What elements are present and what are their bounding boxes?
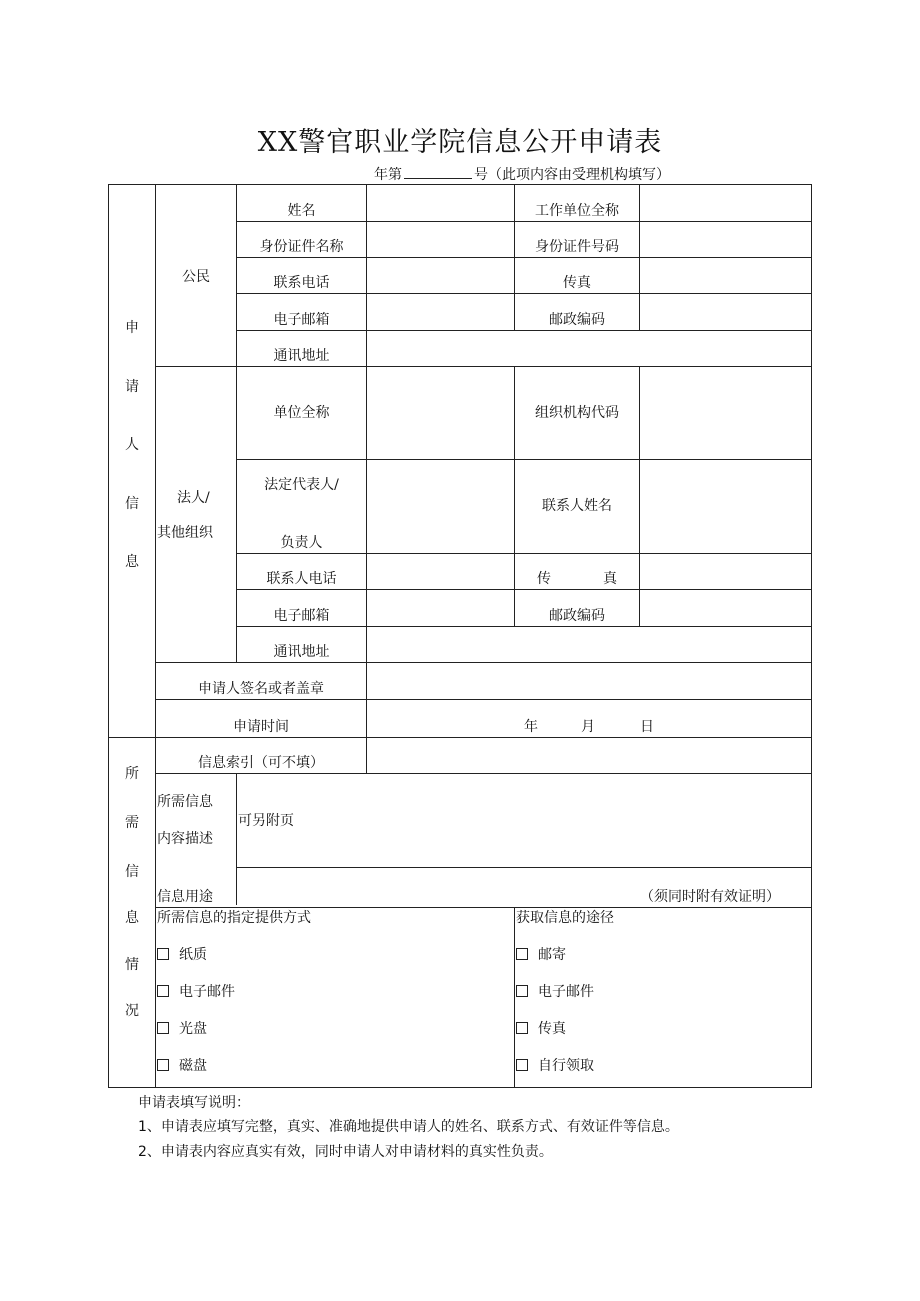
info-desc-note: 可另附页	[238, 813, 294, 829]
legal-rep-label-line2: 负责人	[280, 535, 323, 551]
obtain-option[interactable]: 邮寄	[516, 947, 566, 963]
citizen-work-unit-label: 工作单位全称	[535, 203, 619, 219]
provide-option[interactable]: 电子邮件	[157, 984, 235, 1000]
info-index-label: 信息索引（可不填）	[198, 755, 324, 771]
obtain-option[interactable]: 自行领取	[516, 1058, 594, 1074]
citizen-name-label: 姓名	[287, 203, 316, 219]
checkbox-icon[interactable]	[516, 948, 528, 960]
obtain-option[interactable]: 传真	[516, 1021, 566, 1037]
serial-prefix: 年第	[374, 167, 402, 183]
apply-time-label: 申请时间	[233, 719, 289, 735]
legal-contact-phone-label: 联系人电话	[266, 571, 337, 587]
citizen-address-label: 通讯地址	[273, 348, 330, 364]
legal-rep-label-line1: 法定代表人/	[264, 477, 339, 493]
applicant-label-char: 申	[125, 320, 139, 336]
applicant-label-char: 人	[125, 437, 139, 453]
legal-label-line2: 其他组织	[157, 525, 213, 541]
legal-email-label: 电子邮箱	[273, 608, 330, 624]
notes-heading: 申请表填写说明：	[138, 1095, 250, 1111]
provide-option[interactable]: 光盘	[157, 1021, 207, 1037]
checkbox-icon[interactable]	[516, 1059, 528, 1071]
obtain-method-title: 获取信息的途径	[516, 910, 614, 926]
info-desc-label-line1: 所需信息	[157, 794, 213, 810]
legal-label-line1: 法人/	[177, 490, 210, 506]
info-usage-label: 信息用途	[157, 889, 213, 905]
citizen-phone-label: 联系电话	[273, 275, 330, 291]
date-month: 月	[581, 719, 595, 735]
info-label-char: 况	[125, 1003, 139, 1019]
note-item: 1、申请表应填写完整，真实、准确地提供申请人的姓名、联系方式、有效证件等信息。	[138, 1119, 679, 1135]
info-label-char: 所	[125, 766, 139, 782]
info-label-char: 信	[125, 864, 139, 880]
form-title: XX警官职业学院信息公开申请表	[257, 127, 663, 158]
citizen-id-name-label: 身份证件名称	[259, 239, 344, 255]
applicant-label-char: 息	[125, 554, 139, 570]
checkbox-icon[interactable]	[157, 1022, 169, 1034]
info-label-char: 情	[125, 957, 139, 973]
citizen-postcode-label: 邮政编码	[549, 312, 605, 328]
obtain-option[interactable]: 电子邮件	[516, 984, 594, 1000]
applicant-label-char: 信	[125, 496, 139, 512]
info-label-char: 息	[125, 910, 139, 926]
date-day: 日	[640, 719, 654, 735]
legal-org-name-label: 单位全称	[273, 405, 330, 421]
legal-address-label: 通讯地址	[273, 644, 330, 660]
date-year: 年	[524, 719, 538, 735]
citizen-fax-label: 传真	[563, 275, 591, 291]
checkbox-icon[interactable]	[516, 1022, 528, 1034]
applicant-label-char: 请	[125, 379, 139, 395]
checkbox-icon[interactable]	[157, 985, 169, 997]
citizen-label: 公民	[182, 269, 210, 285]
legal-org-code-label: 组织机构代码	[535, 405, 619, 421]
signature-label: 申请人签名或者盖章	[198, 681, 324, 697]
checkbox-icon[interactable]	[157, 948, 169, 960]
legal-fax-label-part2: 真	[603, 571, 617, 587]
serial-number-line	[374, 164, 670, 184]
legal-postcode-label: 邮政编码	[549, 608, 605, 624]
info-usage-note: （须同时附有效证明）	[640, 889, 780, 905]
provide-method-title: 所需信息的指定提供方式	[157, 910, 311, 926]
checkbox-icon[interactable]	[157, 1059, 169, 1071]
checkbox-icon[interactable]	[516, 985, 528, 997]
note-item: 2、申请表内容应真实有效，同时申请人对申请材料的真实性负责。	[138, 1144, 553, 1160]
serial-suffix: 号（此项内容由受理机构填写）	[474, 167, 670, 183]
citizen-email-label: 电子邮箱	[273, 312, 330, 328]
provide-option[interactable]: 纸质	[157, 947, 207, 963]
citizen-id-number-label: 身份证件号码	[535, 239, 619, 255]
serial-blank[interactable]	[404, 166, 472, 179]
provide-option[interactable]: 磁盘	[157, 1058, 207, 1074]
info-label-char: 需	[125, 815, 139, 831]
legal-contact-name-label: 联系人姓名	[542, 498, 612, 514]
legal-fax-label-part1: 传	[537, 571, 551, 587]
info-desc-label-line2: 内容描述	[157, 831, 213, 847]
